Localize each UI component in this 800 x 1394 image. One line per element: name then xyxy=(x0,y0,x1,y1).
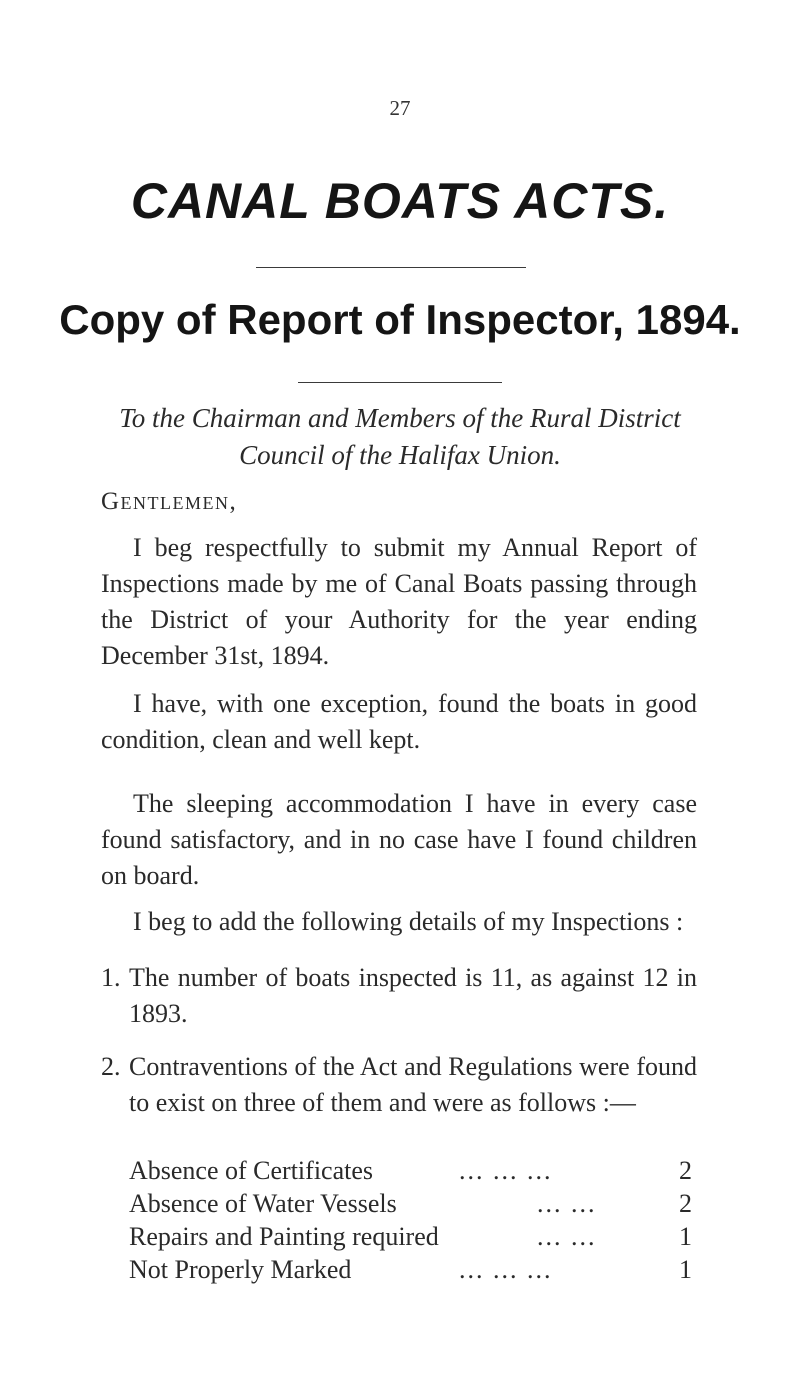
page-number: 27 xyxy=(389,96,411,120)
table-row xyxy=(129,1253,697,1286)
address-line: Council of the Halifax Union. xyxy=(239,440,561,470)
paragraph: The sleeping accommodation I have in every case found satisfactory, and in no case have I found children on board. xyxy=(101,789,697,890)
row-value: 1 xyxy=(679,1255,692,1284)
leader-dots: ... ... xyxy=(537,1222,597,1251)
divider-rule xyxy=(256,267,526,268)
numbered-item xyxy=(101,1049,697,1121)
item-text: Contraventions of the Act and Regulations were found to exist on three of them and were as follows :— xyxy=(129,1052,697,1117)
leader-dots: ... ... ... xyxy=(459,1255,553,1284)
paragraph: I beg to add the following details of my Inspections : xyxy=(133,907,684,936)
row-value: 1 xyxy=(679,1222,692,1251)
leader-dots: ... ... xyxy=(537,1189,597,1218)
report-subtitle: Copy of Report of Inspector, 1894. xyxy=(59,296,741,343)
row-label: Absence of Water Vessels xyxy=(129,1189,397,1218)
numbered-item xyxy=(101,960,697,1032)
address-line: To the Chairman and Members of the Rural District xyxy=(119,403,681,433)
row-label: Absence of Certificates xyxy=(129,1156,374,1185)
table-row xyxy=(129,1220,697,1253)
row-value: 2 xyxy=(679,1189,692,1218)
leader-dots: ... ... ... xyxy=(459,1156,553,1185)
table-row xyxy=(129,1154,697,1187)
divider-rule xyxy=(298,382,502,383)
salutation: Gentlemen, xyxy=(101,488,238,515)
address-block xyxy=(100,400,700,474)
document-title: CANAL BOATS ACTS. xyxy=(130,173,670,229)
row-value: 2 xyxy=(679,1156,692,1185)
paragraph: I beg respectfully to submit my Annual Report of Inspections made by me of Canal Boats passing through the District of your Authority for the year ending December 31st, 1894. xyxy=(101,533,697,670)
row-label: Repairs and Painting required xyxy=(129,1222,439,1251)
table-row xyxy=(129,1187,697,1220)
row-label: Not Properly Marked xyxy=(129,1255,352,1284)
item-text: The number of boats inspected is 11, as against 12 in 1893. xyxy=(129,963,697,1028)
item-number: 1. xyxy=(101,963,121,992)
item-number: 2. xyxy=(101,1052,121,1081)
paragraph: I have, with one exception, found the boats in good condition, clean and well kept. xyxy=(101,689,697,754)
contraventions-table xyxy=(129,1154,697,1286)
